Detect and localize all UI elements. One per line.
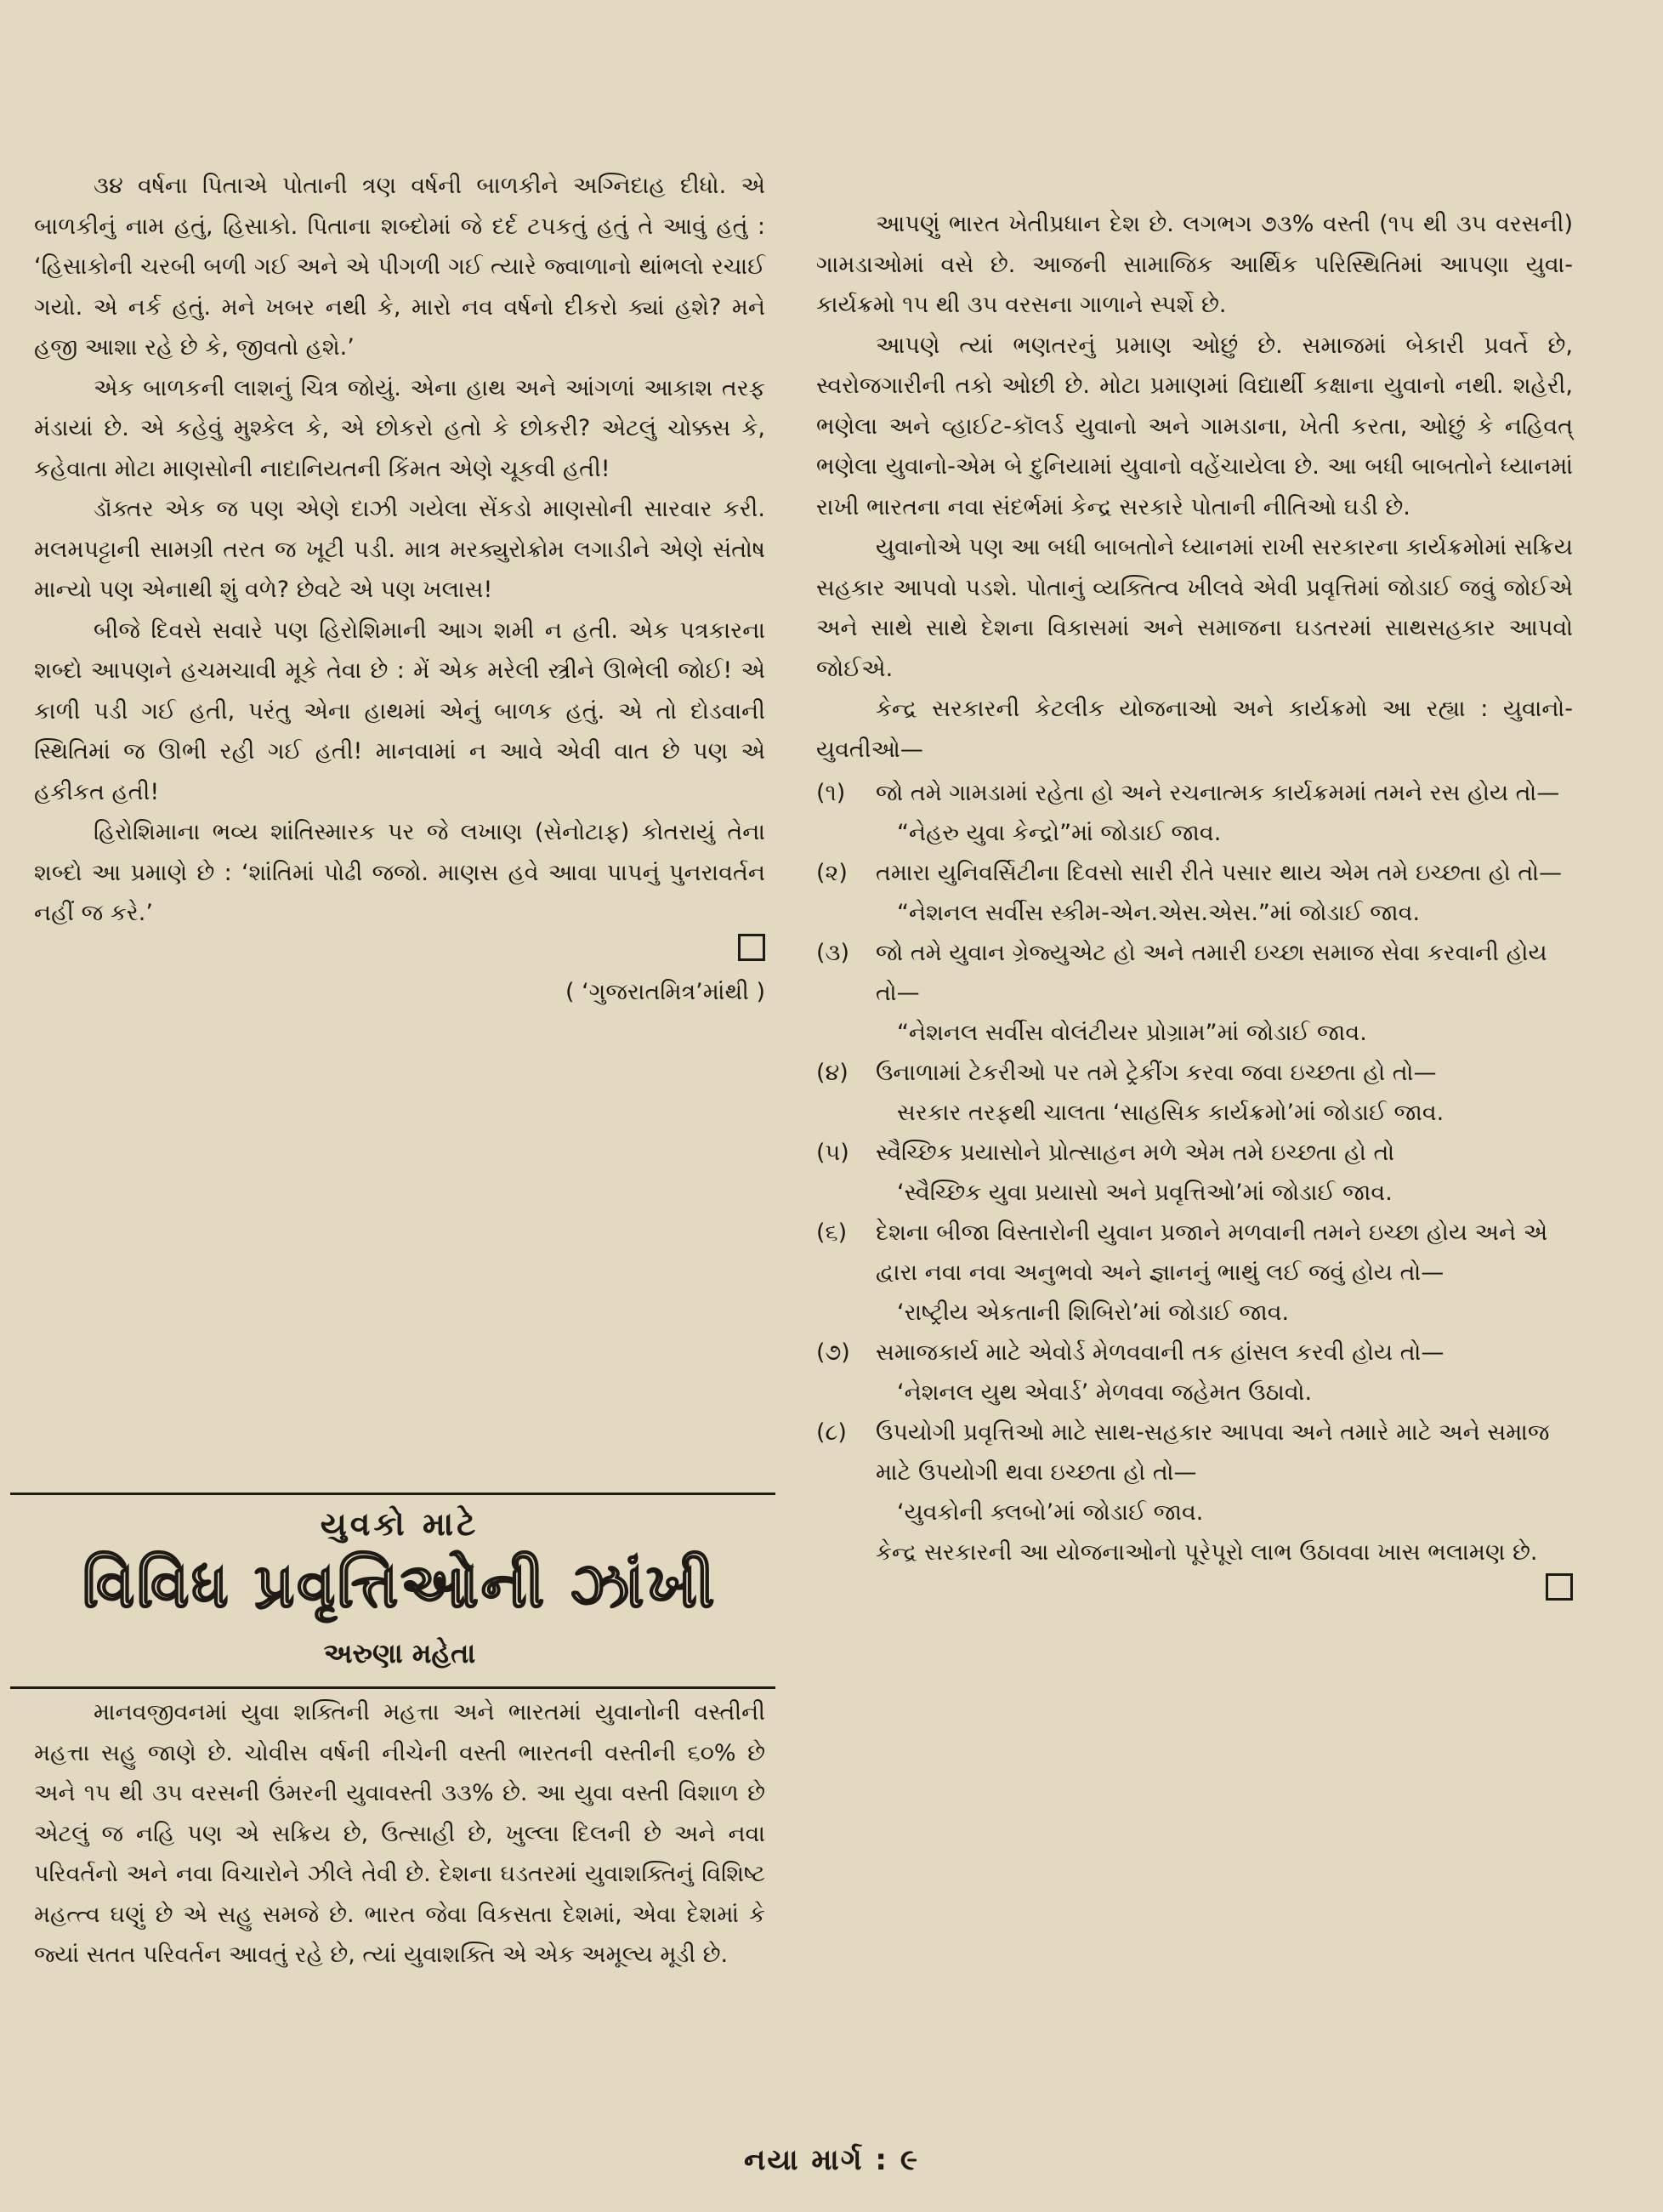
article-bottom-rule (10, 1686, 775, 1689)
list-item-number: (૬) (816, 1220, 848, 1246)
article-top-rule (10, 1493, 775, 1495)
list-item-action: ‘રાષ્ટ્રીય એકતાની શિબિરો’માં જોડાઈ જાવ. (897, 1299, 1290, 1326)
list-item (816, 1133, 1573, 1213)
left-column-story (34, 166, 765, 1014)
article-author: અરુણા મહેતા (323, 1637, 476, 1669)
list-item (816, 1053, 1573, 1133)
article-end-mark (816, 1573, 1573, 1607)
article-intro-column (34, 1692, 765, 1976)
list-item-number: (૭) (816, 1339, 850, 1366)
end-square-icon (738, 934, 765, 961)
story-end-mark (34, 934, 765, 968)
end-square-icon (1546, 1573, 1573, 1601)
list-item (816, 933, 1573, 1053)
list-item-text: સમાજકાર્ય માટે એવોર્ડ મેળવવાની તક હાંસલ કરવી હોય તો— (876, 1339, 1444, 1366)
list-item-action: “નેહરુ યુવા કેન્દ્રો”માં જોડાઈ જાવ. (897, 820, 1222, 846)
list-item (816, 853, 1573, 933)
list-item-text: જો તમે ગામડામાં રહેતા હો અને રચનાત્મક કાર્યક્રમમાં તમને રસ હોય તો— (876, 780, 1560, 806)
list-item-action: ‘સ્વૈચ્છિક યુવા પ્રયાસો અને પ્રવૃત્તિઓ’માં જોડાઈ જાવ. (897, 1180, 1393, 1206)
list-item-text: તમારા યુનિવર્સિટીના દિવસો સારી રીતે પસાર થાય એમ તમે ઇચ્છતા હો તો— (876, 860, 1562, 886)
article-paragraph-1: આપણું ભારત ખેતીપ્રધાન દેશ છે. લગભગ ૭૩% વસ્તી (૧૫ થી ૩૫ વરસની) ગામડાઓમાં વસે છે. આજની સામાજિક આર્થિક પરિસ્થિતિમાં આપણા યુવા-કાર્યક્રમો ૧૫ થી ૩૫ વરસના ગાળાને સ્પર્શે છે. (816, 211, 1573, 318)
story-paragraph-4: બીજે દિવસે સવારે પણ હિરોશિમાની આગ શમી ન હતી. એક પત્રકારના શબ્દો આપણને હચમચાવી મૂકે તેવા છે : મેં એક મરેલી સ્ત્રીને ઊભેલી જોઈ! એ કાળી પડી ગઈ હતી, પરંતુ એના હાથમાં એનું બાળક હતું. એ તો દોડવાની સ્થિતિમાં જ ઊભી રહી ગઈ હતી! માનવામાં ન આવે એવી વાત છે પણ એ હકીકત હતી! (34, 617, 765, 805)
list-item-number: (૩) (816, 940, 850, 966)
story-paragraph-3: ડૉક્તર એક જ પણ એણે દાઝી ગયેલા સેંકડો માણસોની સારવાર કરી. મલમપટ્ટાની સામગ્રી તરત જ ખૂટી પડી. માત્ર મરક્યુરોક્રોમ લગાડીને એણે સંતોષ માન્યો પણ એનાથી શું વળે? છેવટે એ પણ ખલાસ! (34, 496, 765, 603)
article-closing: કેન્દ્ર સરકારની આ યોજનાઓનો પૂરેપૂરો લાભ ઉઠાવવા ખાસ ભલામણ છે. (876, 1539, 1538, 1566)
list-item-action: ‘નેશનલ યુથ એવાર્ડ’ મેળવવા જહેમત ઉઠાવો. (897, 1379, 1313, 1406)
list-item (816, 773, 1573, 853)
article-kicker: યુવકો માટે (320, 1505, 480, 1543)
list-item-text: ઉપયોગી પ્રવૃત્તિઓ માટે સાથ-સહકાર આપવા અને તમારે માટે અને સમાજ માટે ઉપયોગી થવા ઇચ્છતા હો તો— (876, 1419, 1550, 1486)
list-item-text: જો તમે યુવાન ગ્રેજ્યુએટ હો અને તમારી ઇચ્છા સમાજ સેવા કરવાની હોય તો— (876, 940, 1547, 1006)
story-paragraph-2: એક બાળકની લાશનું ચિત્ર જોયું. એના હાથ અને આંગળાં આકાશ તરફ મંડાયાં છે. એ કહેવું મુશ્કેલ કે, એ છોકરો હતો કે છોકરી? એટલું ચોક્કસ કે, કહેવાતા મોટા માણસોની નાદાનિયતની કિંમત એણે ચૂકવી હતી! (34, 374, 765, 482)
list-item-number: (૫) (816, 1140, 849, 1166)
list-item-number: (૮) (816, 1419, 847, 1446)
article-paragraph-2: આપણે ત્યાં ભણતરનું પ્રમાણ ઓછું છે. સમાજમાં બેકારી પ્રવર્તે છે, સ્વરોજગારીની તકો ઓછી છે. મોટા પ્રમાણમાં વિદ્યાર્થી કક્ષાના યુવાનો નથી. શહેરી, ભણેલા અને વ્હાઈટ-કૉલર્ડ યુવાનો અને ગામડાના, ખેતી કરતા, ઓછું કે નહિવત્ ભણેલા યુવાનો-એમ બે દુનિયામાં યુવાનો વહેંચાયેલા છે. આ બધી બાબતોને ધ્યાનમાં રાખી ભારતના નવા સંદર્ભમાં કેન્દ્ર સરકારે પોતાની નીતિઓ ઘડી છે. (816, 332, 1573, 520)
list-item-action: ‘યુવકોની ક્લબો’માં જોડાઈ જાવ. (897, 1499, 1204, 1526)
page-folio: નયા માર્ગ : ૯ (744, 2143, 919, 2177)
right-column-article (816, 204, 1573, 1607)
scheme-list (816, 773, 1573, 1532)
article-intro-paragraph: માનવજીવનમાં યુવા શક્તિની મહત્તા અને ભારતમાં યુવાનોની વસ્તીની મહત્તા સહુ જાણે છે. ચોવીસ વર્ષની નીચેની વસ્તી ભારતની વસ્તીની ૬૦% છે અને ૧૫ થી ૩૫ વરસની ઉંમરની યુવાવસ્તી ૩૩% છે. આ યુવા વસ્તી વિશાળ છે એટલું જ નહિ પણ એ સક્રિય છે, ઉત્સાહી છે, ખુલ્લા દિલની છે અને નવા પરિવર્તનો અને નવા વિચારોને ઝીલે તેવી છે. દેશના ઘડતરમાં યુવાશક્તિનું વિશિષ્ટ મહત્ત્વ ઘણું છે એ સહુ સમજે છે. ભારત જેવા વિકસતા દેશમાં, એવા દેશમાં કે જ્યાં સતત પરિવર્તન આવતું રહે છે, ત્યાં યુવાશક્તિ એ એક અમૂલ્ય મૂડી છે. (34, 1699, 765, 1968)
article-title: વિવિધ પ્રવૃત્તિઓની ઝાંખી (82, 1550, 718, 1621)
list-item-action: “નેશનલ સર્વીસ વોલંટીયર પ્રોગ્રામ”માં જોડાઈ જાવ. (897, 1020, 1367, 1046)
article-paragraph-3: યુવાનોએ પણ આ બધી બાબતોને ધ્યાનમાં રાખી સરકારના કાર્યક્રમોમાં સક્રિય સહકાર આપવો પડશે. પોતાનું વ્યક્તિત્વ ખીલવે એવી પ્રવૃત્તિમાં જોડાઈ જવું જોઈએ અને સાથે સાથે દેશના વિકાસમાં અને સમાજના ઘડતરમાં સાથસહકાર આપવો જોઈએ. (816, 534, 1573, 682)
list-item (816, 1213, 1573, 1333)
list-item-action: “નેશનલ સર્વીસ સ્કીમ-એન.એસ.એસ.”માં જોડાઈ જાવ. (897, 900, 1421, 926)
story-source-credit: ( ‘ગુજરાતમિત્ર’માંથી ) (565, 978, 765, 1005)
list-item-action: સરકાર તરફથી ચાલતા ‘સાહસિક કાર્યક્રમો’માં જોડાઈ જાવ. (897, 1100, 1444, 1126)
list-item (816, 1413, 1573, 1532)
story-paragraph-1: ૩૪ વર્ષના પિતાએ પોતાની ત્રણ વર્ષની બાળકીને અગ્નિદાહ દીધો. એ બાળકીનું નામ હતું, હિસાકો. પિતાના શબ્દોમાં જે દર્દ ટપકતું હતું તે આવું હતું : ‘હિસાકોની ચરબી બળી ગઈ અને એ પીગળી ગઈ ત્યારે જ્વાળાનો થાંભલો રચાઈ ગયો. એ નર્ક હતું. મને ખબર નથી કે, મારો નવ વર્ષનો દીકરો ક્યાં હશે? મને હજી આશા રહે છે કે, જીવતો હશે.’ (34, 173, 765, 361)
story-paragraph-5: હિરોશિમાના ભવ્ય શાંતિસ્મારક પર જે લખાણ (સેનોટાફ) કોતરાયું તેના શબ્દો આ પ્રમાણે છે : ‘શાંતિમાં પોઢી જજો. માણસ હવે આવા પાપનું પુનરાવર્તન નહીં જ કરે.’ (34, 819, 765, 926)
list-item (816, 1333, 1573, 1413)
list-item-text: દેશના બીજા વિસ્તારોની યુવાન પ્રજાને મળવાની તમને ઇચ્છા હોય અને એ દ્વારા નવા નવા અનુભવો અને જ્ઞાનનું ભાથું લઈ જવું હોય તો— (876, 1220, 1548, 1286)
list-item-number: (૪) (816, 1060, 849, 1086)
list-item-number: (૧) (816, 780, 846, 806)
article-list-intro: કેન્દ્ર સરકારની કેટલીક યોજનાઓ અને કાર્યક્રમો આ રહ્યા : યુવાનો-યુવતીઓ— (816, 696, 1573, 763)
list-item-number: (૨) (816, 860, 848, 886)
list-item-text: ઉનાળામાં ટેકરીઓ પર તમે ટ્રેકીંગ કરવા જવા ઇચ્છતા હો તો— (876, 1060, 1437, 1086)
list-item-text: સ્વૈચ્છિક પ્રયાસોને પ્રોત્સાહન મળે એમ તમે ઇચ્છતા હો તો (876, 1140, 1395, 1166)
